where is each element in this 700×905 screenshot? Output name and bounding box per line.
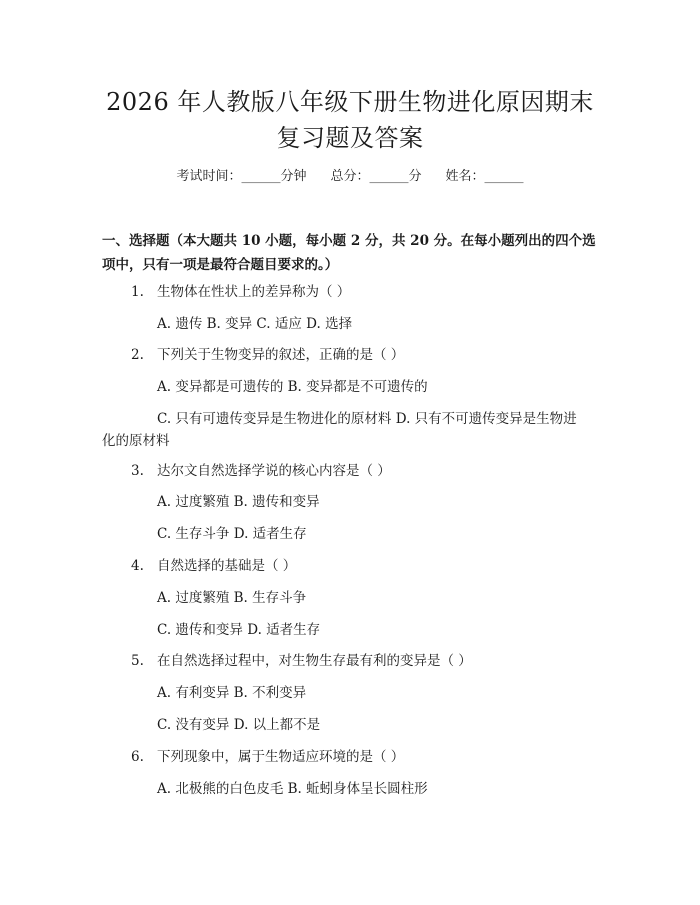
question-1-options: A. 遗传 B. 变异 C. 适应 D. 选择: [157, 316, 353, 332]
question-text: 下列关于生物变异的叙述，正确的是（ ）: [157, 347, 405, 363]
question-text: 在自然选择过程中，对生物生存最有利的变异是（ ）: [157, 653, 472, 669]
question-number: 6.: [131, 749, 144, 765]
question-2-options-ab: A. 变异都是可遗传的 B. 变异都是不可遗传的: [157, 379, 428, 395]
section-heading-line-1: 一、选择题（本大题共 10 小题，每小题 2 分，共 20 分。在每小题列出的四个选: [102, 233, 596, 249]
question-5-options-cd: C. 没有变异 D. 以上都不是: [157, 717, 321, 733]
question-text: 自然选择的基础是（ ）: [157, 558, 297, 574]
document-title-line-2: 复习题及答案: [276, 124, 424, 152]
question-text: 达尔文自然选择学说的核心内容是（ ）: [157, 463, 391, 479]
question-text: 生物体在性状上的差异称为（ ）: [157, 284, 351, 300]
question-6-options-ab: A. 北极熊的白色皮毛 B. 蚯蚓身体呈长圆柱形: [157, 781, 428, 797]
question-4-options-ab: A. 过度繁殖 B. 生存斗争: [157, 590, 307, 606]
question-5-options-ab: A. 有利变异 B. 不利变异: [157, 685, 307, 701]
question-text: 下列现象中，属于生物适应环境的是（ ）: [157, 749, 405, 765]
total-score-field: 总分：______分: [330, 169, 422, 184]
question-3-options-ab: A. 过度繁殖 B. 遗传和变异: [157, 494, 320, 510]
exam-info-line: [0, 166, 700, 188]
student-name-field: 姓名：______: [445, 169, 524, 184]
question-number: 5.: [131, 653, 144, 669]
question-number: 3.: [131, 463, 144, 479]
question-number: 4.: [131, 558, 144, 574]
question-2-options-cd-continued: 化的原材料: [102, 433, 170, 449]
question-4-options-cd: C. 遗传和变异 D. 适者生存: [157, 622, 321, 638]
question-3-options-cd: C. 生存斗争 D. 适者生存: [157, 526, 307, 542]
question-number: 1.: [131, 284, 144, 300]
question-number: 2.: [131, 347, 144, 363]
exam-time-field: 考试时间：______分钟: [176, 169, 307, 184]
document-title-line-1: 2026 年人教版八年级下册生物进化原因期末: [106, 88, 594, 116]
question-2-options-cd: C. 只有可遗传变异是生物进化的原材料 D. 只有不可遗传变异是生物进: [157, 411, 577, 427]
section-heading-line-2: 项中，只有一项是最符合题目要求的。）: [102, 257, 339, 273]
